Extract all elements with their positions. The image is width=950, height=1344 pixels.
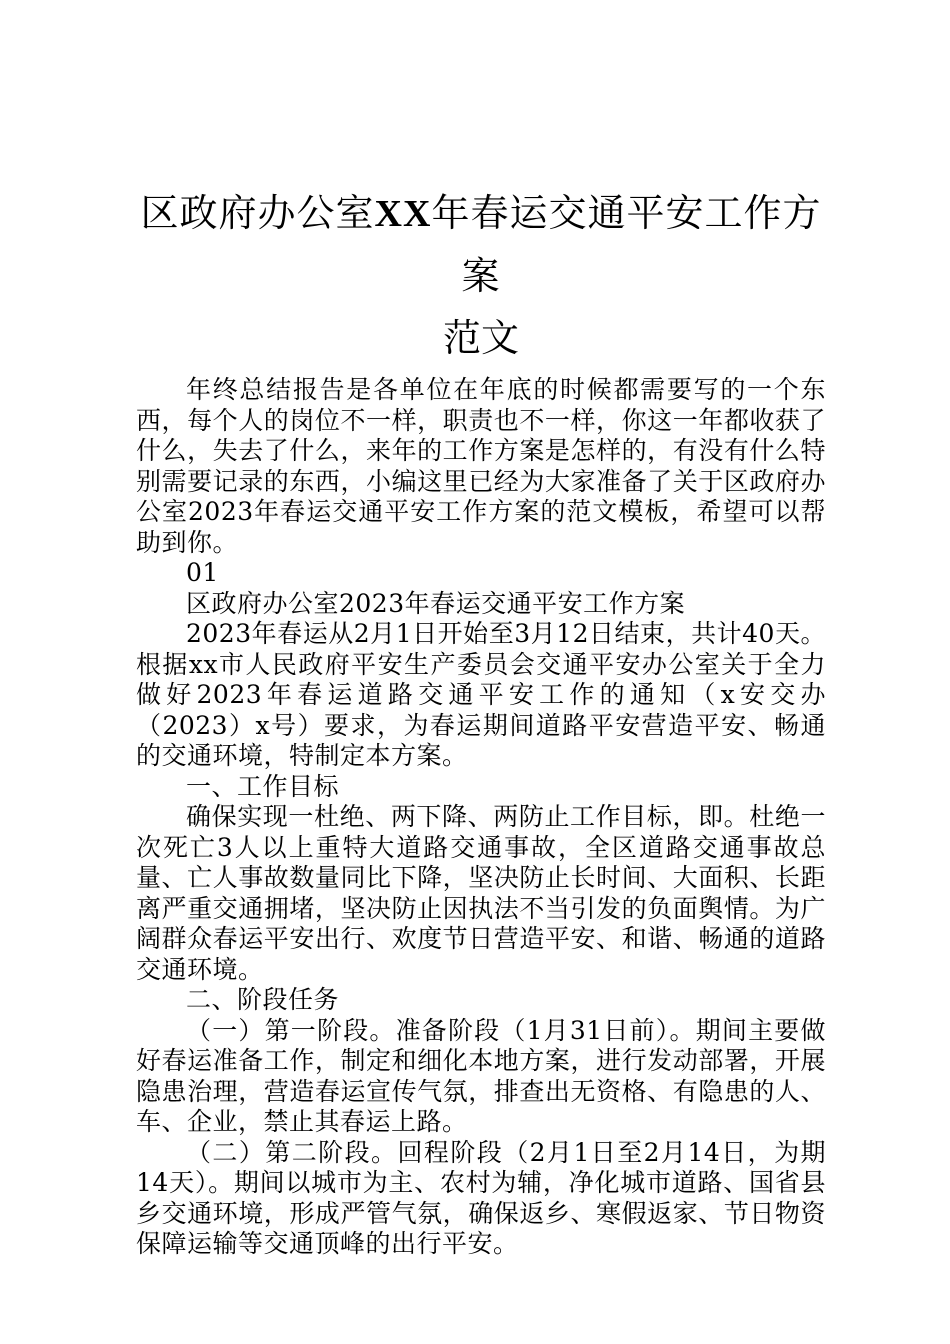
intro-paragraph: 年终总结报告是各单位在年底的时候都需要写的一个东西，每个人的岗位不一样，职责也不一样，你这一年都收获了什么，失去了什么，来年的工作方案是怎样的，有没有什么特别需要记录的东西，小编这里已经为大家准备了关于区政府办公室2023年春运交通平安工作方案的范文模板，希望可以帮助到你。 [136, 375, 826, 557]
section-number: 01 [186, 558, 219, 587]
document-page [136, 182, 826, 1260]
document-title [136, 182, 826, 307]
overview-paragraph: 2023年春运从2月1日开始至3月12日结束，共计40天。根据xx市人民政府平安生产委员会交通平安办公室关于全力做好2023年春运道路交通平安工作的通知（x安交办（2023）x号）要求，为春运期间道路平安营造平安、畅通的交通环境，特制定本方案。 [136, 619, 826, 770]
stage-one-paragraph: （一）第一阶段。准备阶段（1月31日前）。期间主要做好春运准备工作，制定和细化本地方案，进行发动部署，开展隐患治理，营造春运宣传气氛，排查出无资格、有隐患的人、车、企业，禁止其春运上路。 [136, 1015, 826, 1136]
section-heading: 区政府办公室2023年春运交通平安工作方案 [186, 588, 686, 618]
title-prefix: 区政府办公室 [140, 191, 375, 235]
document-subtitle: 范文 [442, 316, 519, 360]
document-body [136, 375, 826, 1260]
title-latin: XX [374, 193, 432, 235]
stage-two-paragraph: （二）第二阶段。回程阶段（2月1日至2月14日，为期14天）。期间以城市为主、农村为辅，净化城市道路、国省县乡交通环境，形成严管气氛，确保返乡、寒假返家、节日物资保障运输等交通顶峰的出行平安。 [136, 1137, 826, 1258]
work-goals-paragraph: 确保实现一杜绝、两下降、两防止工作目标，即。杜绝一次死亡3人以上重特大道路交通事故，全区道路交通事故总量、亡人事故数量同比下降，坚决防止长时间、大面积、长距离严重交通拥堵，坚决防止因执法不当引发的负面舆情。为广阔群众春运平安出行、欢度节日营造平安、和谐、畅通的道路交通环境。 [136, 802, 826, 984]
heading-work-goals: 一、工作目标 [186, 771, 340, 801]
title-suffix: 年春运交通平安工作方案 [431, 191, 822, 298]
heading-stage-tasks: 二、阶段任务 [186, 985, 340, 1014]
